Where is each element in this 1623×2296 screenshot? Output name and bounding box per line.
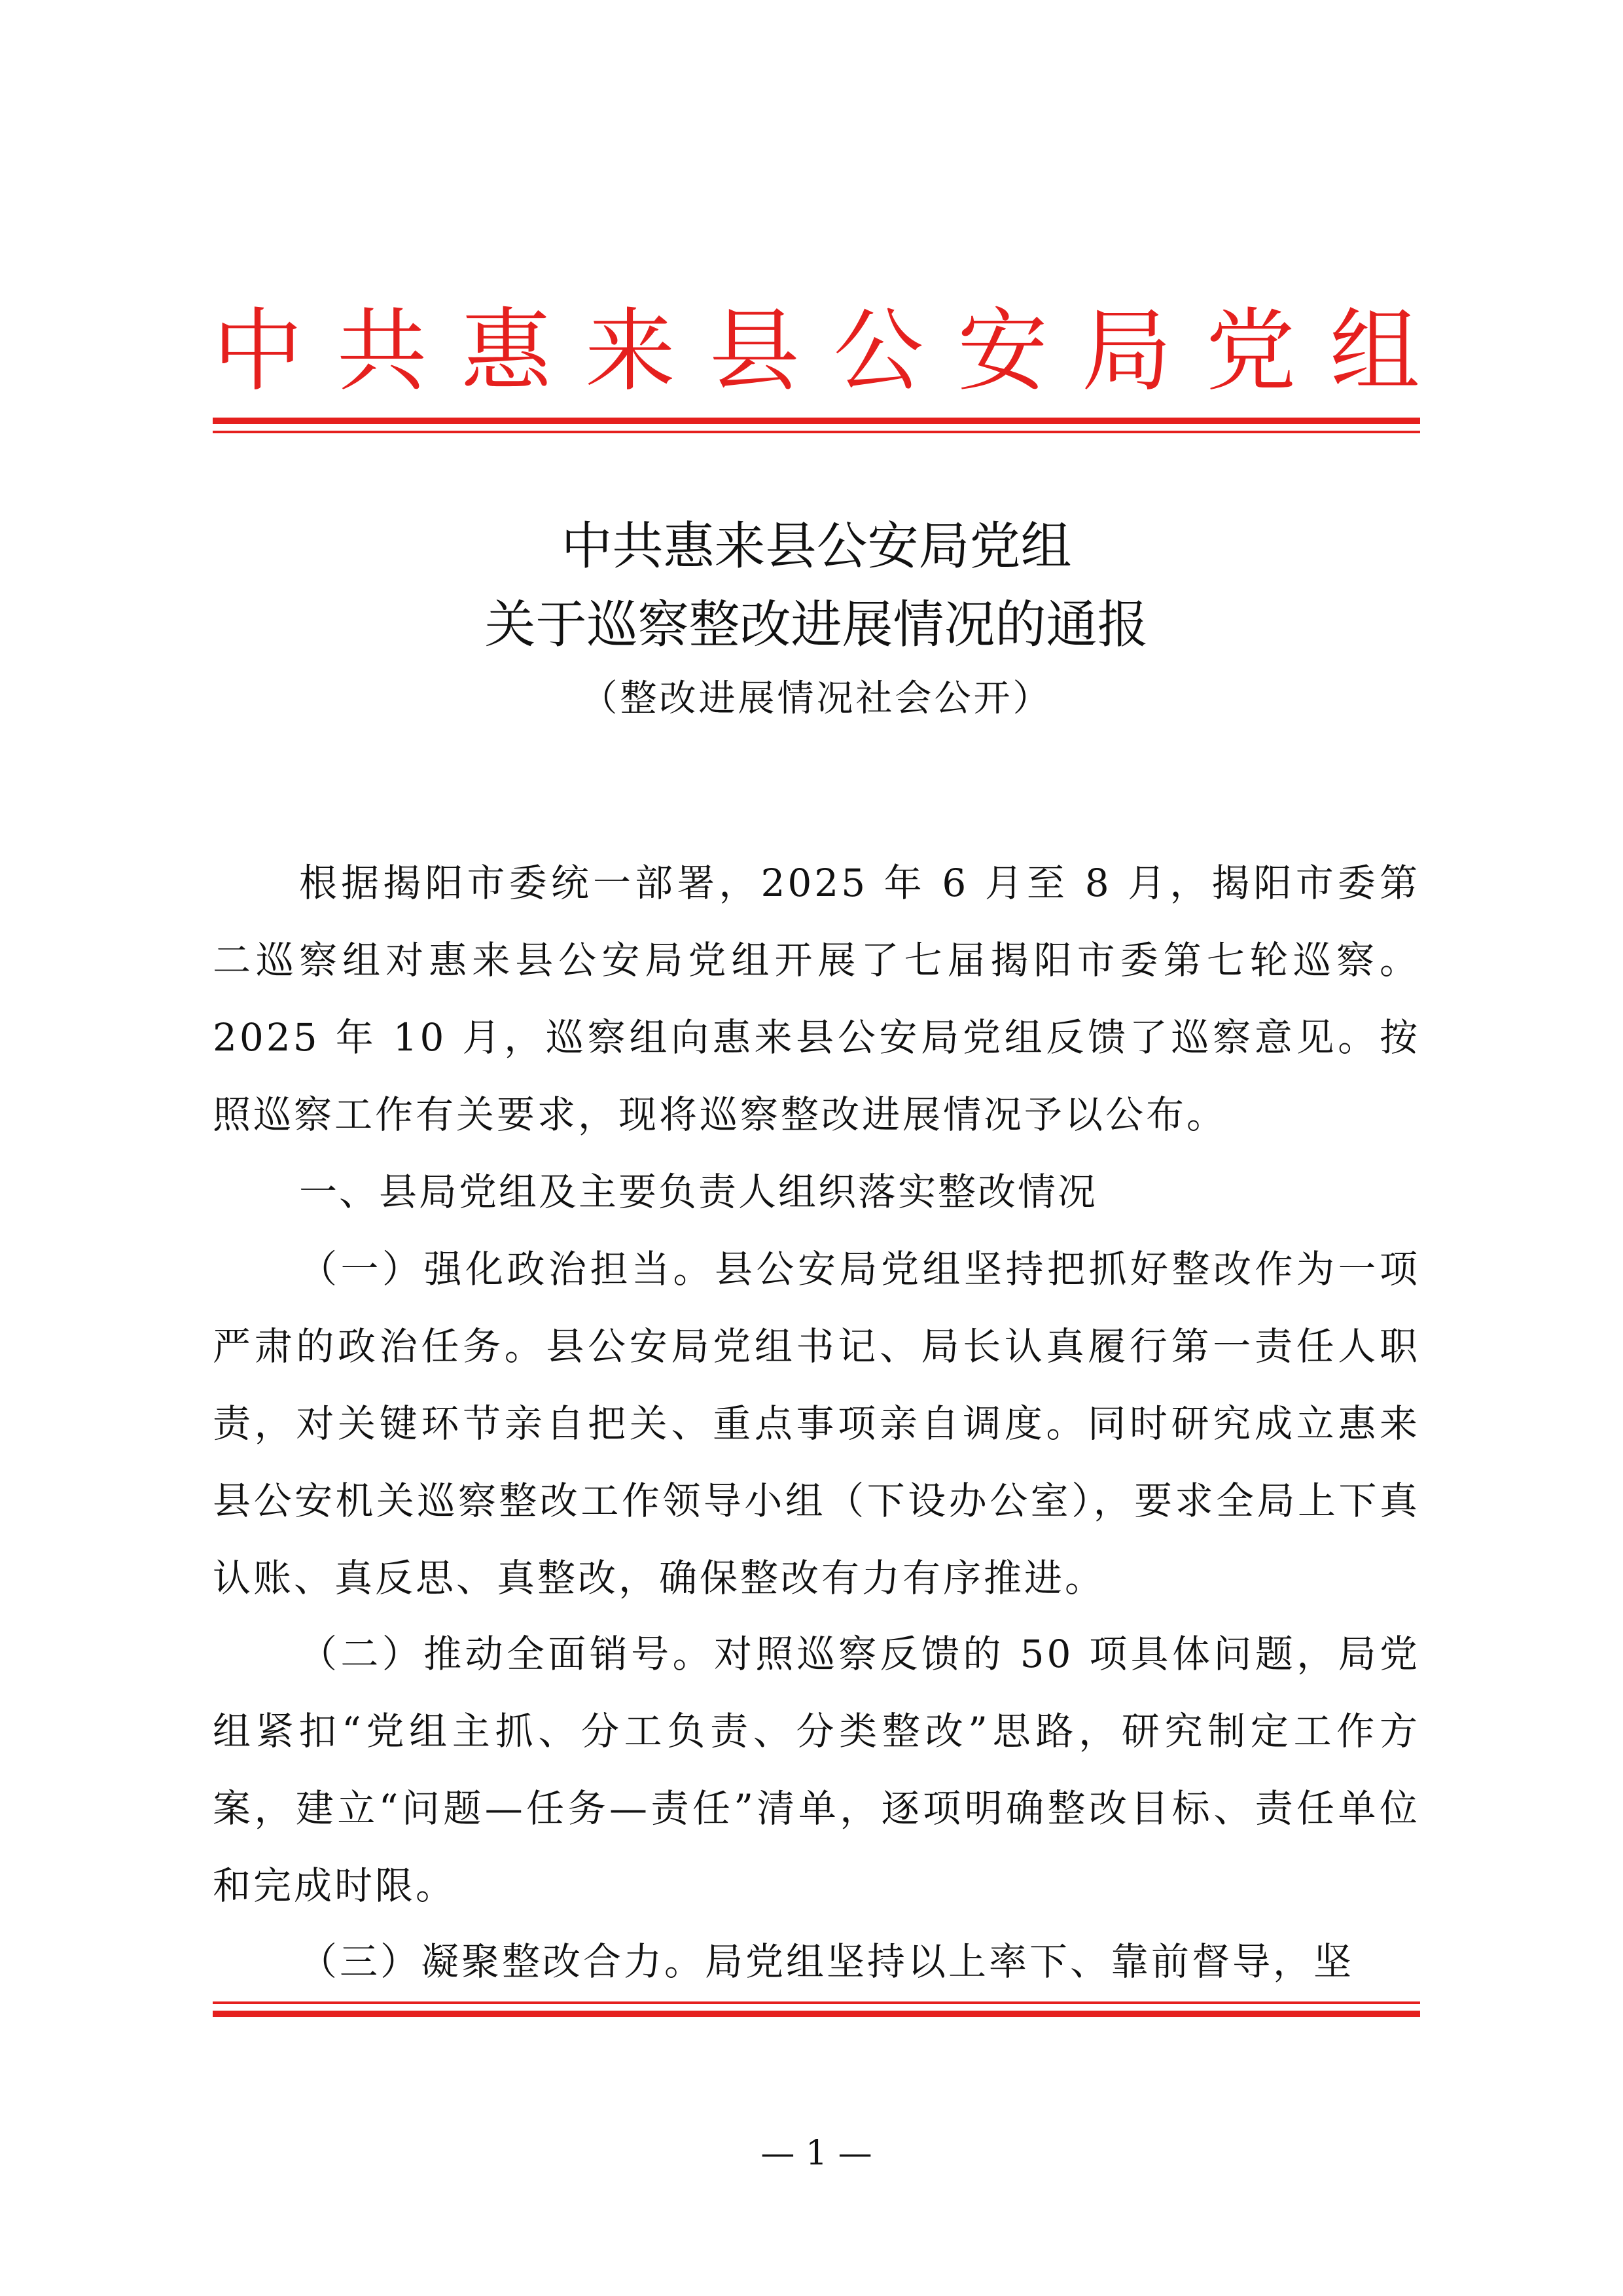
item-2-text: 对照巡察反馈的 50 项具体问题，局党组紧扣“党组主抓、分工负责、分类整改”思路，研究制定工作方案，建立“问题—任务—责任”清单，逐项明确整改目标、责任单位和完成时限。 bbox=[213, 1632, 1420, 1908]
masthead-char: 来 bbox=[584, 298, 675, 404]
masthead-char: 共 bbox=[336, 298, 427, 404]
masthead-char: 中 bbox=[213, 298, 304, 404]
item-3-body bbox=[213, 1923, 1420, 2000]
intro-text: 根据揭阳市委统一部署，2025 年 6 月至 8 月，揭阳市委第二巡察组对惠来县公安局党组开展了七届揭阳市委第七轮巡察。2025 年 10 月，巡察组向惠来县公安局党组反馈了巡察意见。按照巡察工作有关要求，现将巡察整改进展情况予以公布。 bbox=[213, 861, 1420, 1137]
masthead-char: 局 bbox=[1081, 298, 1172, 404]
footer-rule-thick bbox=[213, 2011, 1420, 2017]
header-rule-thick bbox=[213, 418, 1420, 424]
item-2-body bbox=[213, 1615, 1420, 1924]
masthead-char: 党 bbox=[1205, 298, 1296, 404]
masthead-char: 公 bbox=[833, 298, 924, 404]
document-title-line-2: 关于巡察整改进展情况的通报 bbox=[484, 596, 1149, 655]
masthead-char: 惠 bbox=[461, 298, 552, 404]
item-1-text: 县公安局党组坚持把抓好整改作为一项严肃的政治任务。县公安局党组书记、局长认真履行第一责任人职责，对关键环节亲自把关、重点事项亲自调度。同时研究成立惠来县公安机关巡察整改工作领导小组（下设办公室），要求全局上下真认账、真反思、真整改，确保整改有力有序推进。 bbox=[213, 1247, 1420, 1600]
item-3-lead: （三）凝聚整改合力。 bbox=[299, 1939, 705, 1984]
document-subtitle: （整改进展情况社会公开） bbox=[580, 677, 1052, 720]
item-3-text: 局党组坚持以上率下、靠前督导，坚 bbox=[705, 1939, 1355, 1984]
document-title-line-1: 中共惠来县公安局党组 bbox=[561, 517, 1072, 576]
item-1-lead: （一）强化政治担当。 bbox=[299, 1247, 715, 1291]
header-red-rule bbox=[213, 418, 1420, 433]
intro-paragraph bbox=[213, 844, 1420, 1153]
masthead-char: 安 bbox=[957, 298, 1048, 404]
item-1-paragraph bbox=[213, 1230, 1420, 1617]
section-heading: 一、县局党组及主要负责人组织落实整改情况 bbox=[299, 1170, 1098, 1214]
header-rule-thin bbox=[213, 431, 1420, 433]
masthead-title bbox=[213, 281, 1420, 406]
item-2-lead: （二）推动全面销号。 bbox=[299, 1632, 714, 1676]
item-3-paragraph bbox=[213, 1923, 1420, 2000]
footer-red-rule bbox=[213, 2001, 1420, 2017]
masthead-char: 组 bbox=[1329, 298, 1420, 404]
masthead-char: 县 bbox=[709, 298, 800, 404]
item-1-body bbox=[213, 1230, 1420, 1617]
footer-rule-thin bbox=[213, 2001, 1420, 2004]
item-2-paragraph bbox=[213, 1615, 1420, 1924]
page-number: — 1 — bbox=[760, 2134, 872, 2173]
